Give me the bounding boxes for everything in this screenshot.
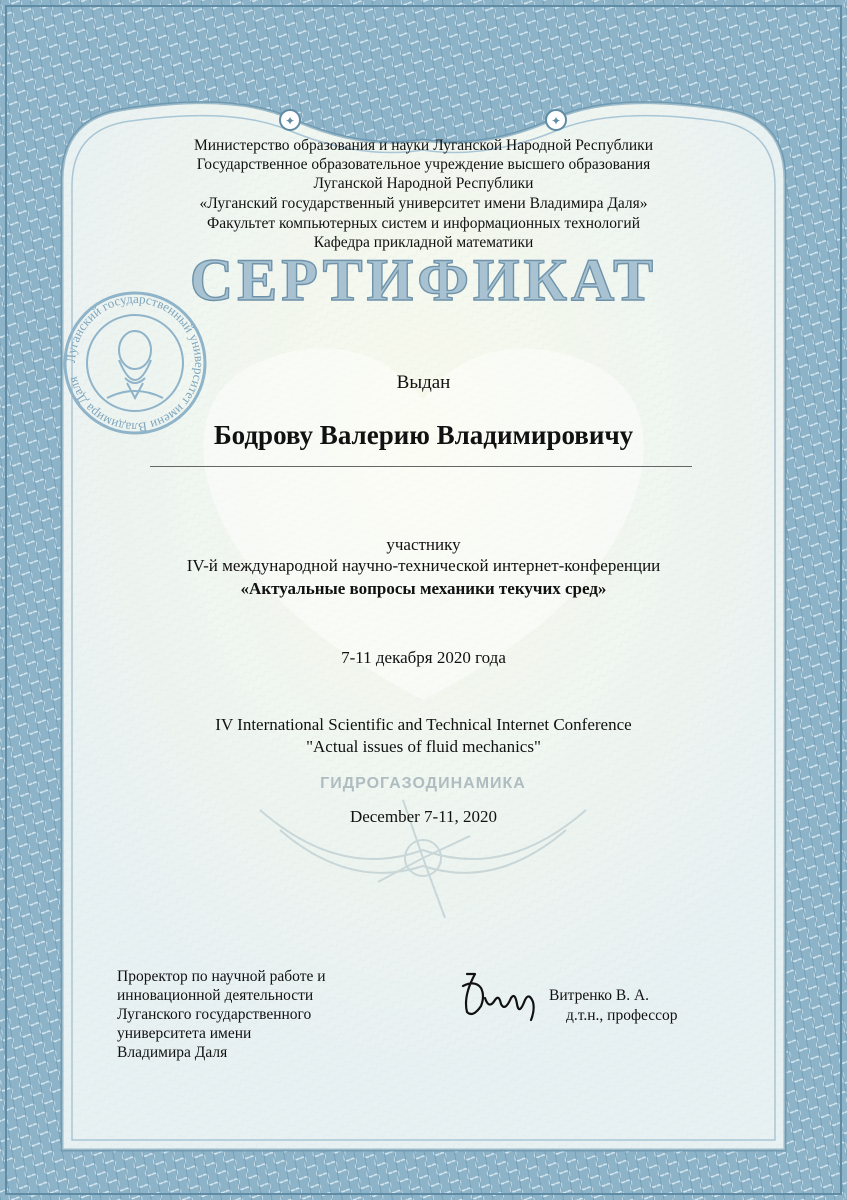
signatory-position-line-1: Проректор по научной работе и — [117, 968, 326, 985]
recipient-name: Бодрову Валерию Владимировичу — [213, 420, 634, 450]
department-line: Кафедра прикладной математики — [313, 234, 534, 251]
signatory-name: Витренко В. А. — [549, 987, 650, 1004]
svg-text:✦: ✦ — [550, 114, 562, 128]
event-dates-en: December 7-11, 2020 — [349, 807, 498, 826]
signatory-position-line-4: университета имени — [117, 1025, 252, 1042]
signatory-position-line-5: Владимира Даля — [117, 1044, 228, 1061]
event-dates-ru: 7-11 декабря 2020 года — [341, 648, 506, 667]
signatory-position-line-3: Луганского государственного — [117, 1006, 312, 1023]
event-title-en: IV International Scientific and Technical Internet Conference — [215, 715, 632, 734]
signatory-position-line-2: инновационной деятельности — [117, 987, 314, 1004]
event-topic-en: "Actual issues of fluid mechanics" — [306, 737, 541, 756]
certificate-title — [0, 248, 847, 320]
participant-role: участнику — [386, 535, 461, 554]
svg-text:СЕРТИФИКАТ: СЕРТИФИКАТ — [189, 248, 658, 313]
university-name-line: «Луганский государственный университет имени Владимира Даля» — [199, 195, 648, 212]
institution-type-line: Государственное образовательное учреждение высшего образования — [196, 156, 651, 173]
signatory-degree: д.т.н., профессор — [566, 1007, 678, 1024]
republic-line: Луганской Народной Республики — [313, 175, 534, 192]
issued-label: Выдан — [396, 372, 451, 393]
ministry-line: Министерство образования и науки Луганской Народной Республики — [193, 137, 654, 154]
recipient-underline — [150, 466, 692, 467]
svg-text:✦: ✦ — [284, 114, 296, 128]
event-topic-ru: «Актуальные вопросы механики текучих сред» — [240, 579, 607, 598]
event-title-ru: IV-й международной научно-технической интернет-конференции — [186, 556, 661, 575]
handwritten-signature-icon — [455, 966, 545, 1026]
watermark-text: ГИДРОГАЗОДИНАМИКА — [320, 775, 526, 792]
svg-text:Луганский государственный унив: Луганский государственный университет имени Владимира Даля — [62, 290, 208, 436]
faculty-line: Факультет компьютерных систем и информационных технологий — [207, 215, 640, 232]
